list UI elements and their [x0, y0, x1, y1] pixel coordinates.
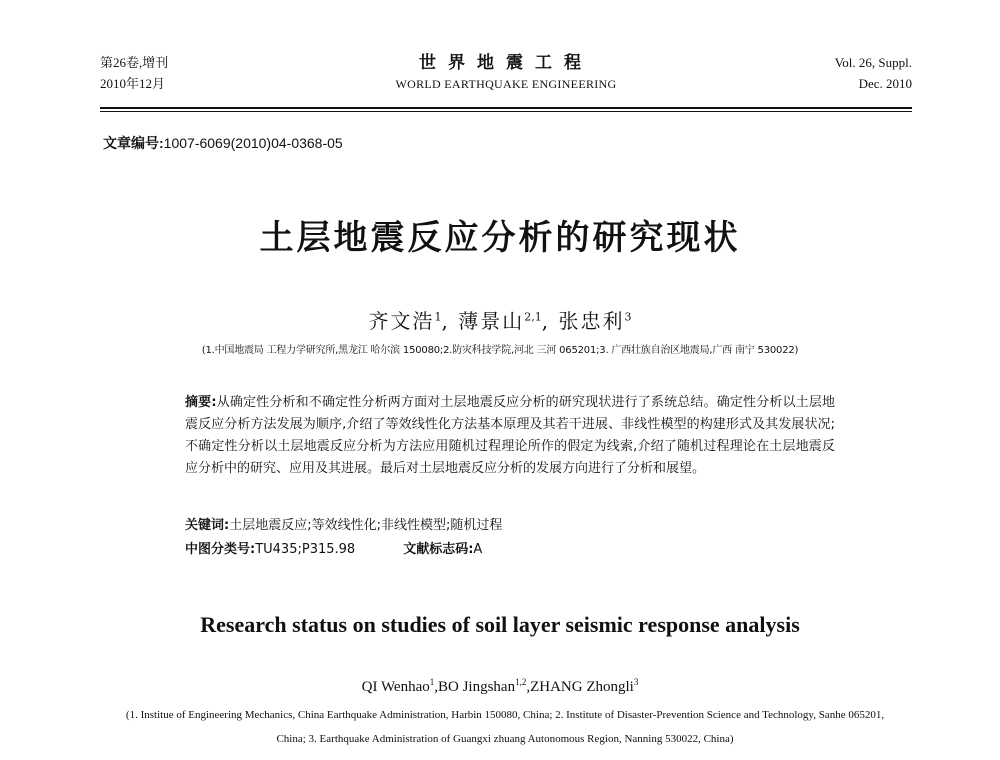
author-cn-1: 齐文浩: [368, 309, 435, 333]
article-id-label: 文章编号:: [103, 135, 164, 151]
abstract-text: 从确定性分析和不确定性分析两方面对土层地震反应分析的研究现状进行了系统总结。确定性分析以土层地震反应分析方法发展为顺序,介绍了等效线性化方法基本原理及其若干进展、非线性模型的构建形式及其发展状况;不确定性分析以土层地震反应分析为方法应用随机过程理论所作的假定为线索,介绍了随机过程理论在土层地震反应分析中的研究、应用及其进展。最后对土层地震反应分析的发展方向进行了分析和展望。: [185, 395, 835, 476]
authors-en: [0, 677, 1000, 696]
title-cn: 土层地震反应分析的研究现状: [259, 218, 741, 258]
article-id-value: 1007-6069(2010)04-0368-05: [163, 135, 343, 151]
abstract-label: 摘要:: [185, 395, 217, 410]
authors-cn: [0, 305, 1000, 334]
header-left: [100, 52, 168, 94]
author-cn-1-sup: 1: [434, 310, 442, 324]
journal-name-cn: 世界地震工程: [419, 53, 593, 72]
author-cn-3: 张忠利: [558, 309, 625, 333]
header-right: [835, 52, 912, 94]
author-en-1-sup: 1: [429, 677, 435, 687]
author-cn-2-sup: 2,1: [524, 310, 542, 324]
keywords-text: 土层地震反应;等效线性化;非线性模型;随机过程: [229, 518, 503, 533]
author-en-1: QI Wenhao: [361, 679, 430, 695]
volume-en: Vol. 26, Suppl.: [834, 55, 912, 70]
article-id: [103, 133, 343, 153]
doc-code-value: A: [473, 542, 483, 557]
author-en-2-sep: ,: [526, 679, 531, 695]
doc-code-label: 文献标志码:: [403, 542, 474, 557]
clc-value: TU435;P315.98: [255, 542, 356, 557]
classification: [185, 539, 835, 561]
header-rule-thick: [100, 107, 912, 109]
header-center: [300, 52, 712, 94]
header-rule-thin: [100, 111, 912, 112]
journal-name-en: WORLD EARTHQUAKE ENGINEERING: [395, 77, 617, 91]
author-en-1-sep: ,: [434, 679, 438, 695]
author-en-3: ZHANG Zhongli: [530, 679, 634, 695]
author-cn-3-sup: 3: [624, 310, 632, 324]
author-en-2: BO Jingshan: [438, 679, 516, 695]
date-cn: 2010年12月: [100, 76, 166, 91]
title-en: Research status on studies of soil layer seismic response analysis: [200, 612, 800, 637]
author-en-3-sup: 3: [633, 677, 639, 687]
author-cn-1-sep: ,: [441, 309, 450, 333]
keywords-label: 关键词:: [185, 518, 230, 533]
keywords-cn: [185, 515, 835, 537]
clc-label: 中图分类号:: [185, 542, 256, 557]
date-en: Dec. 2010: [858, 76, 912, 91]
author-cn-2-sep: ,: [541, 309, 551, 333]
author-en-2-sup: 1,2: [515, 677, 527, 687]
abstract-cn: [185, 392, 835, 480]
affiliation-cn: (1.中国地震局 工程力学研究所,黑龙江 哈尔滨 150080;2.防灾科技学院,河北 三河 065201;3. 广西壮族自治区地震局,广西 南宁 530022): [201, 345, 799, 356]
affiliation-en: (1. Institue of Engineering Mechanics, China Earthquake Administration, Harbin 150080, China; 2. Institute of Disaster-Prevention Science and Technology, Sanhe 065201, China; 3. Earthquake Administration of Guangxi zhuang Autonomous Region, Nanning 530022, China): [125, 709, 885, 745]
journal-header: [100, 52, 912, 102]
volume-cn: 第26卷,增刊: [100, 55, 169, 70]
author-cn-2: 薄景山: [458, 309, 525, 333]
